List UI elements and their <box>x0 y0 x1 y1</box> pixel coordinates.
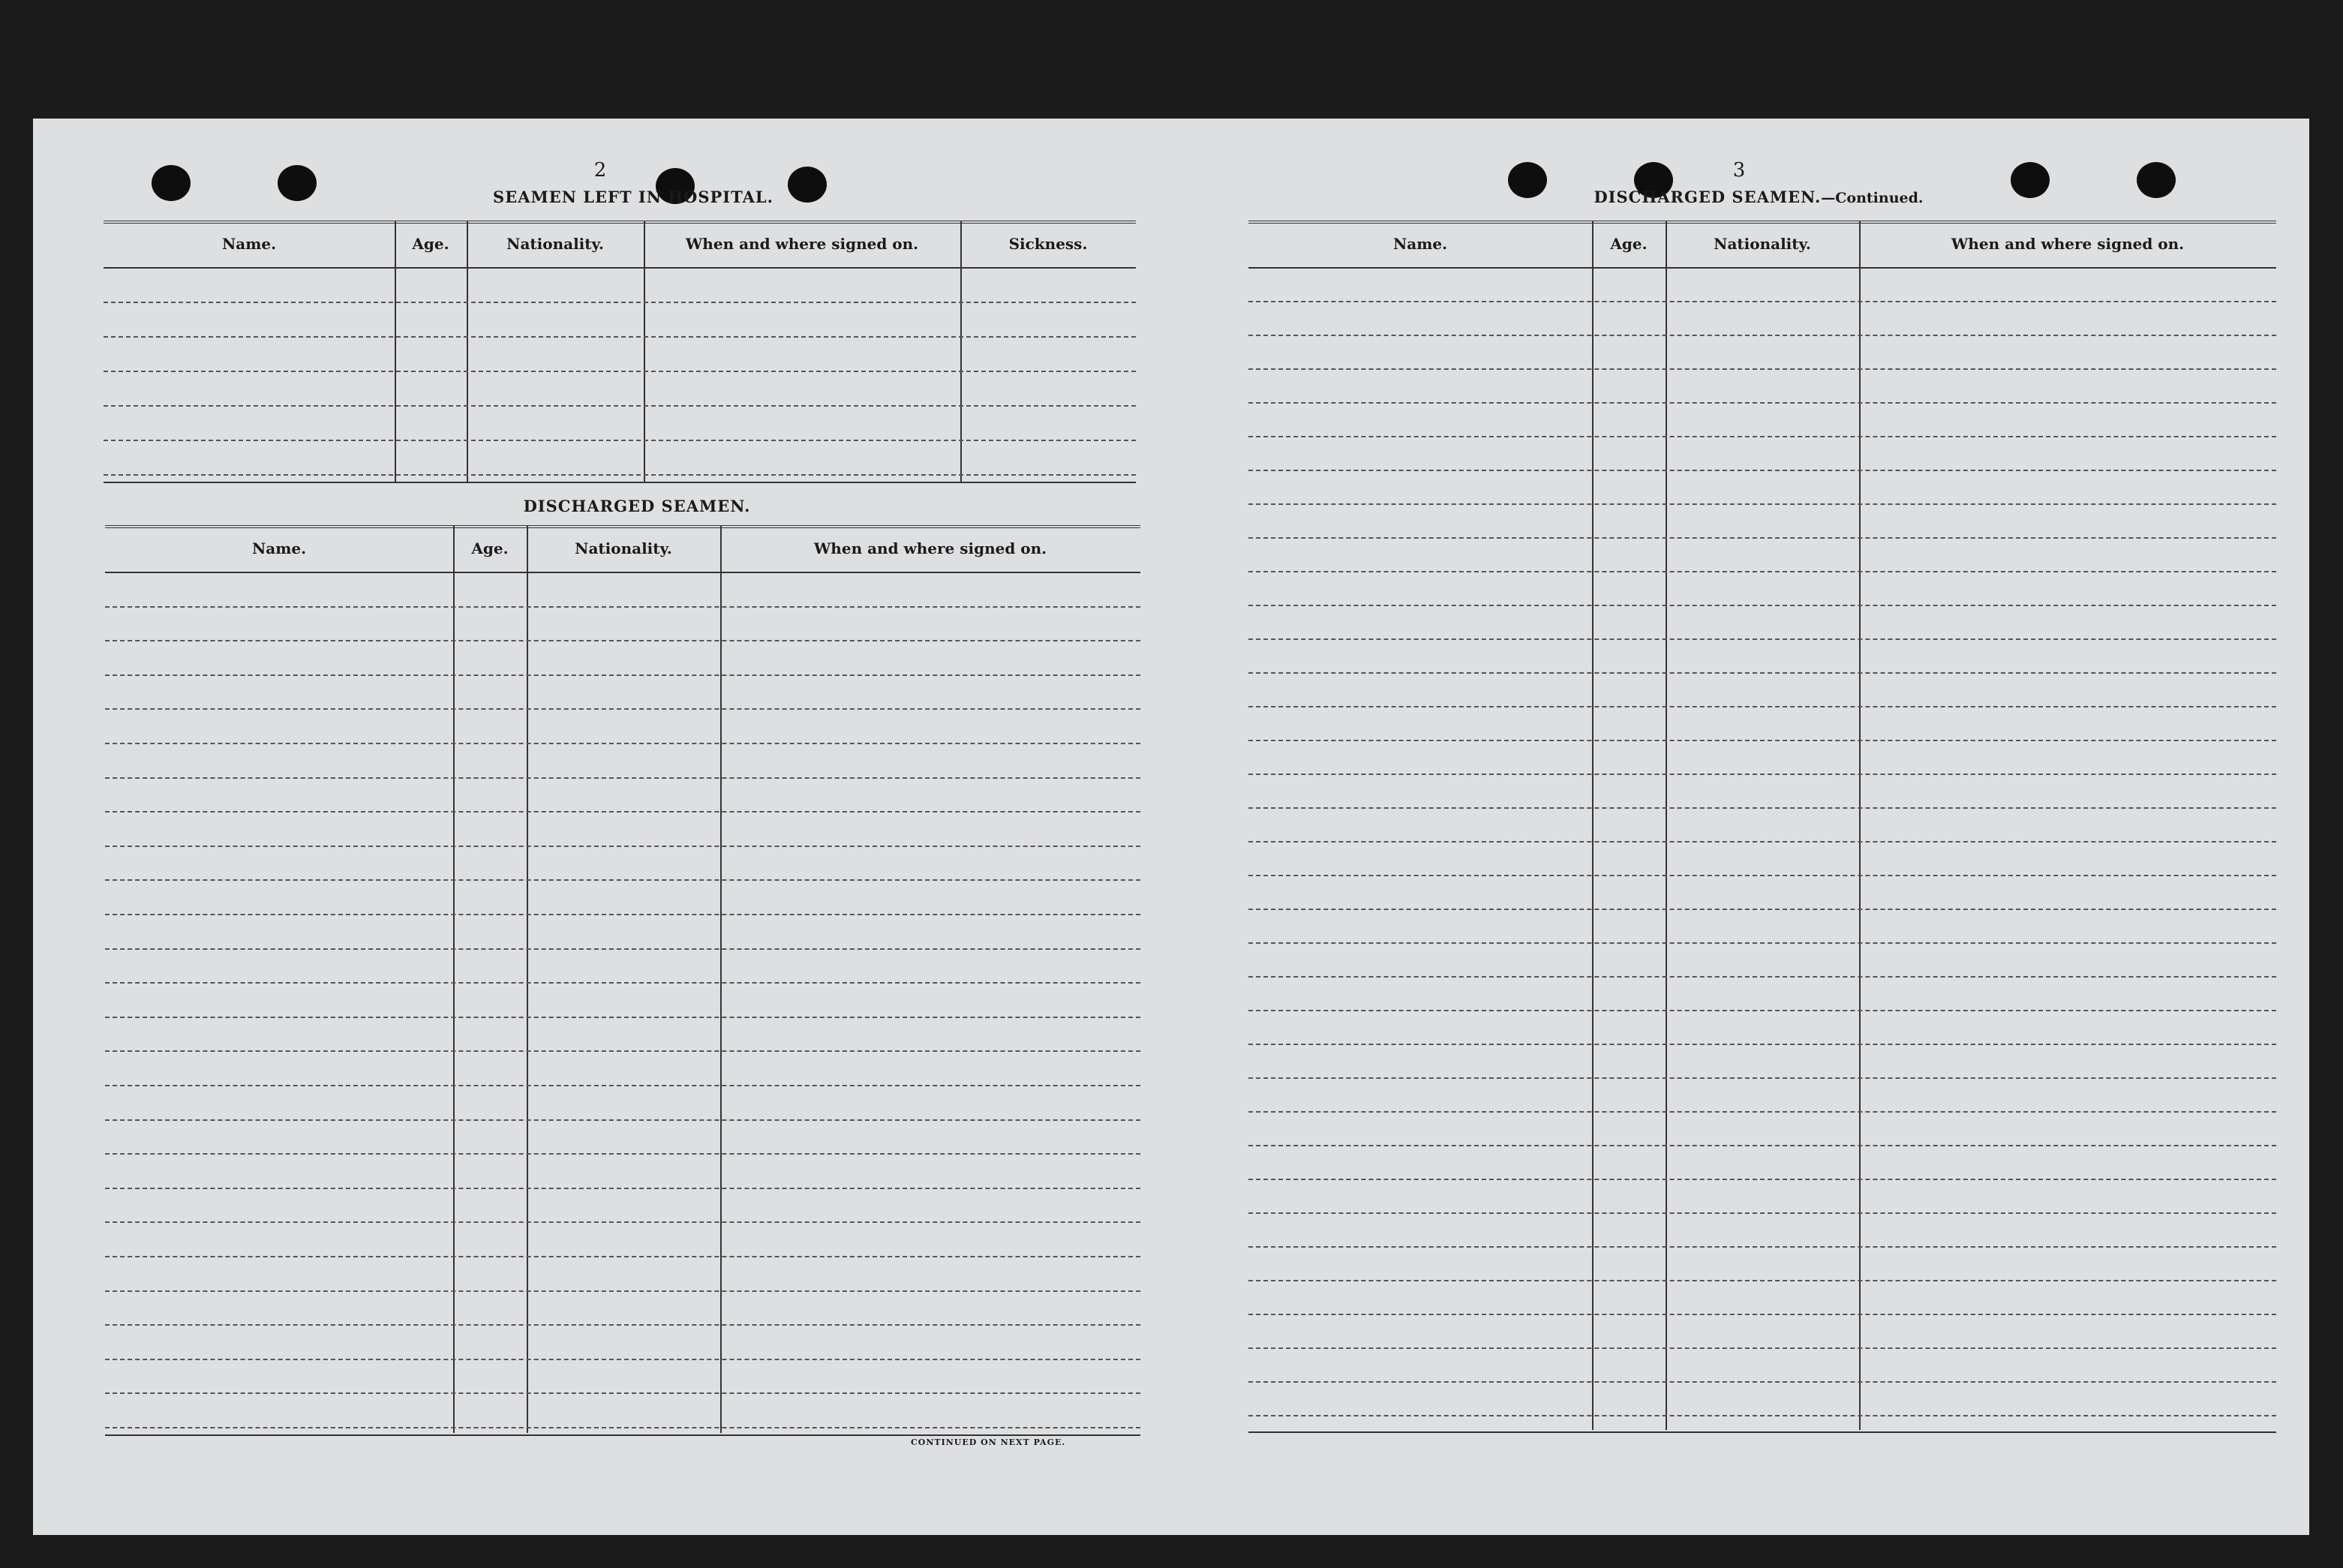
blank-entry-line <box>105 1188 1140 1189</box>
blank-entry-line <box>1248 503 2276 505</box>
blank-entry-line <box>105 1359 1140 1360</box>
punch-hole <box>2011 162 2050 198</box>
blank-entry-line <box>104 302 1136 303</box>
blank-entry-line <box>105 640 1140 641</box>
blank-entry-line <box>1248 672 2276 674</box>
blank-entry-line <box>1248 807 2276 809</box>
blank-entry-line <box>105 1324 1140 1326</box>
blank-entry-line <box>104 405 1136 407</box>
blank-entry-line <box>105 1050 1140 1052</box>
blank-entry-line <box>1248 470 2276 471</box>
column-header-name: Name. <box>221 235 277 253</box>
column-header-signed-on: When and where signed on. <box>813 539 1047 557</box>
column-header-age: Age. <box>412 235 449 253</box>
blank-entry-line <box>1248 1246 2276 1248</box>
blank-entry-line <box>105 948 1140 950</box>
column-header-nationality: Nationality. <box>575 539 672 557</box>
blank-entry-line <box>1248 841 2276 843</box>
discharged-table-title-left: DISCHARGED SEAMEN. <box>523 497 751 515</box>
blank-entry-line <box>105 743 1140 744</box>
blank-entry-line <box>1248 976 2276 978</box>
column-header-signed-on: When and where signed on. <box>685 235 919 253</box>
blank-entry-line <box>1248 740 2276 741</box>
column-header-age: Age. <box>1610 235 1648 253</box>
blank-entry-line <box>1248 875 2276 876</box>
blank-entry-line <box>1248 1044 2276 1045</box>
blank-entry-line <box>1248 1415 2276 1416</box>
blank-entry-line <box>105 1085 1140 1086</box>
blank-entry-line <box>104 440 1136 441</box>
blank-entry-line <box>1248 605 2276 606</box>
discharged-seamen-table-right <box>1248 221 2276 1433</box>
blank-entry-line <box>1248 909 2276 910</box>
blank-entry-line <box>1248 368 2276 370</box>
column-header-name: Name. <box>251 539 307 557</box>
blank-entry-line <box>1248 1212 2276 1214</box>
punch-hole <box>152 165 191 201</box>
blank-entry-line <box>1248 942 2276 944</box>
blank-entry-line <box>1248 1179 2276 1180</box>
blank-entry-line <box>105 674 1140 676</box>
column-header-signed-on: When and where signed on. <box>1951 235 2185 253</box>
page-number-right: 3 <box>1732 159 1746 182</box>
blank-entry-line <box>105 982 1140 984</box>
blank-entry-line <box>105 914 1140 915</box>
blank-entry-line <box>1248 706 2276 707</box>
ledger-sheet <box>33 119 2309 1535</box>
blank-entry-line <box>105 708 1140 710</box>
punch-hole <box>2137 162 2176 198</box>
discharged-seamen-table-left <box>105 525 1140 1437</box>
blank-entry-line <box>1248 1010 2276 1011</box>
blank-entry-line <box>1248 1347 2276 1349</box>
blank-entry-line <box>105 1119 1140 1121</box>
blank-entry-line <box>105 811 1140 813</box>
discharged-title-continued: —Continued. <box>1821 190 1924 206</box>
page-number-left: 2 <box>593 159 607 182</box>
blank-entry-line <box>105 846 1140 847</box>
blank-entry-line <box>1248 1111 2276 1113</box>
discharged-table-title-right <box>1533 188 1984 206</box>
blank-entry-line <box>1248 301 2276 302</box>
blank-entry-line <box>105 606 1140 608</box>
blank-entry-line <box>105 1290 1140 1292</box>
blank-entry-line <box>1248 1314 2276 1315</box>
blank-entry-line <box>105 777 1140 779</box>
blank-entry-line <box>1248 335 2276 336</box>
discharged-title-main: DISCHARGED SEAMEN. <box>1594 188 1822 206</box>
blank-entry-line <box>105 1153 1140 1155</box>
blank-entry-line <box>1248 1381 2276 1383</box>
blank-entry-line <box>105 1221 1140 1223</box>
blank-entry-line <box>1248 571 2276 572</box>
blank-entry-line <box>1248 773 2276 775</box>
blank-entry-line <box>1248 537 2276 539</box>
blank-entry-line <box>105 879 1140 881</box>
blank-entry-line <box>105 1392 1140 1394</box>
blank-entry-line <box>105 1427 1140 1428</box>
blank-entry-line <box>105 1256 1140 1257</box>
column-header-sickness: Sickness. <box>1008 235 1088 253</box>
blank-entry-line <box>104 474 1136 476</box>
column-header-name: Name. <box>1392 235 1448 253</box>
blank-entry-line <box>1248 1280 2276 1281</box>
blank-entry-line <box>1248 1077 2276 1079</box>
punch-hole <box>278 165 317 201</box>
blank-entry-line <box>1248 402 2276 404</box>
blank-entry-line <box>105 1017 1140 1018</box>
continued-note: CONTINUED ON NEXT PAGE. <box>911 1437 1066 1447</box>
column-header-age: Age. <box>471 539 509 557</box>
hospital-table-title: SEAMEN LEFT IN HOSPITAL. <box>493 188 773 206</box>
blank-entry-line <box>1248 1145 2276 1146</box>
column-header-nationality: Nationality. <box>1714 235 1811 253</box>
blank-entry-line <box>104 336 1136 338</box>
blank-entry-line <box>1248 638 2276 640</box>
blank-entry-line <box>104 371 1136 372</box>
column-header-nationality: Nationality. <box>506 235 604 253</box>
hospital-table <box>104 221 1136 483</box>
blank-entry-line <box>1248 436 2276 437</box>
